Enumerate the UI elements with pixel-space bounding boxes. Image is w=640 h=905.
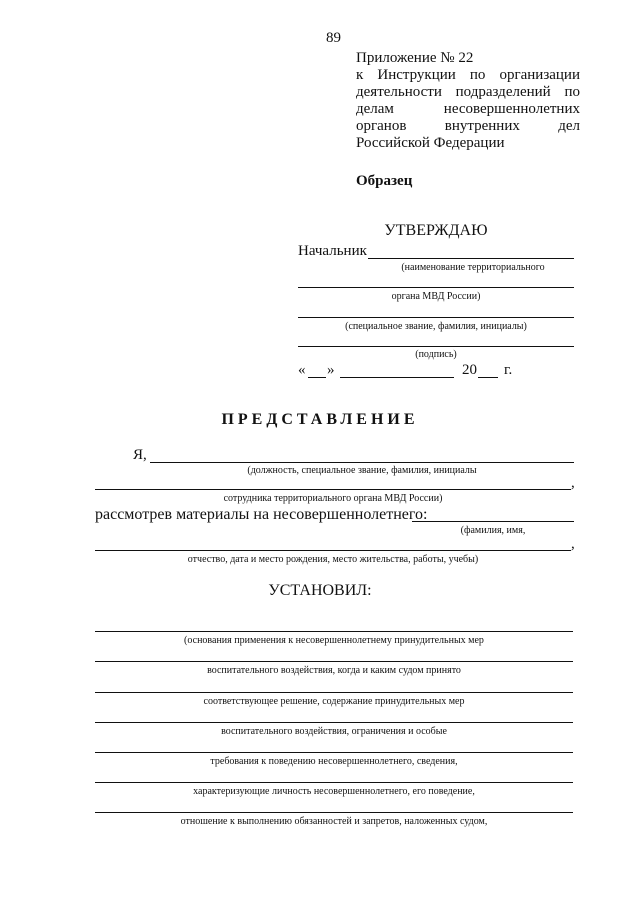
- established-hint: отношение к выполнению обязанностей и запретов, наложенных судом,: [180, 816, 488, 827]
- hint-position: (должность, специальное звание, фамилия, инициалы: [247, 465, 477, 476]
- rank-line[interactable]: [298, 317, 574, 318]
- hint-employee: сотрудника территориального органа МВД России): [223, 493, 443, 504]
- date-open-quote: «: [298, 362, 306, 378]
- established-line[interactable]: [95, 661, 573, 662]
- organ-line[interactable]: [298, 287, 574, 288]
- established-line[interactable]: [95, 812, 573, 813]
- hint-rank: (специальное звание, фамилия, инициалы): [345, 321, 527, 332]
- page-number: 89: [326, 30, 341, 46]
- year-line[interactable]: [478, 377, 498, 378]
- established-line[interactable]: [95, 722, 573, 723]
- employee-line[interactable]: [95, 489, 571, 490]
- appendix-line: к Инструкции по организации: [356, 67, 580, 83]
- approval-heading: УТВЕРЖДАЮ: [384, 222, 488, 239]
- chief-label: Начальник: [298, 243, 367, 259]
- appendix-line: Российской Федерации: [356, 135, 505, 151]
- reviewed-label: рассмотрев материалы на несовершеннолетнего:: [95, 506, 428, 523]
- hint-organ: органа МВД России): [391, 291, 481, 302]
- year-prefix: 20: [462, 362, 477, 378]
- hint-surname: (фамилия, имя,: [460, 525, 526, 536]
- established-line[interactable]: [95, 752, 573, 753]
- appendix-title: Приложение № 22: [356, 50, 474, 66]
- established-hint: воспитательного воздействия, когда и каким судом принято: [207, 665, 461, 676]
- hint-signature: (подпись): [415, 349, 457, 360]
- day-line[interactable]: [308, 377, 326, 378]
- sample-label: Образец: [356, 173, 413, 189]
- appendix-header: [356, 50, 580, 152]
- date-close-quote: »: [327, 362, 335, 378]
- appendix-line: органов внутренних дел: [356, 118, 580, 134]
- hint-details: отчество, дата и место рождения, место жительства, работы, учебы): [187, 554, 479, 565]
- established-heading: УСТАНОВИЛ:: [268, 582, 372, 599]
- position-line[interactable]: [150, 462, 574, 463]
- chief-name-line[interactable]: [368, 258, 574, 259]
- established-hint: соответствующее решение, содержание принудительных мер: [203, 696, 465, 707]
- minor-name-line[interactable]: [412, 521, 574, 522]
- minor-details-line[interactable]: [95, 550, 571, 551]
- established-hint: требования к поведению несовершеннолетнего, сведения,: [210, 756, 458, 767]
- comma: ,: [571, 475, 575, 491]
- month-line[interactable]: [340, 377, 454, 378]
- established-hint: (основания применения к несовершеннолетнему принудительных мер: [184, 635, 484, 646]
- comma: ,: [571, 536, 575, 552]
- document-title: ПРЕДСТАВЛЕНИЕ: [221, 411, 419, 428]
- ya-label: Я,: [133, 447, 147, 463]
- signature-line[interactable]: [298, 346, 574, 347]
- established-hint: характеризующие личность несовершеннолетнего, его поведение,: [193, 786, 475, 797]
- hint-organ-name: (наименование территориального: [401, 262, 545, 273]
- established-line[interactable]: [95, 631, 573, 632]
- appendix-line: делам несовершеннолетних: [356, 101, 580, 117]
- appendix-line: деятельности подразделений по: [356, 84, 580, 100]
- year-suffix: г.: [504, 362, 513, 378]
- established-hint: воспитательного воздействия, ограничения и особые: [221, 726, 447, 737]
- established-line[interactable]: [95, 782, 573, 783]
- established-line[interactable]: [95, 692, 573, 693]
